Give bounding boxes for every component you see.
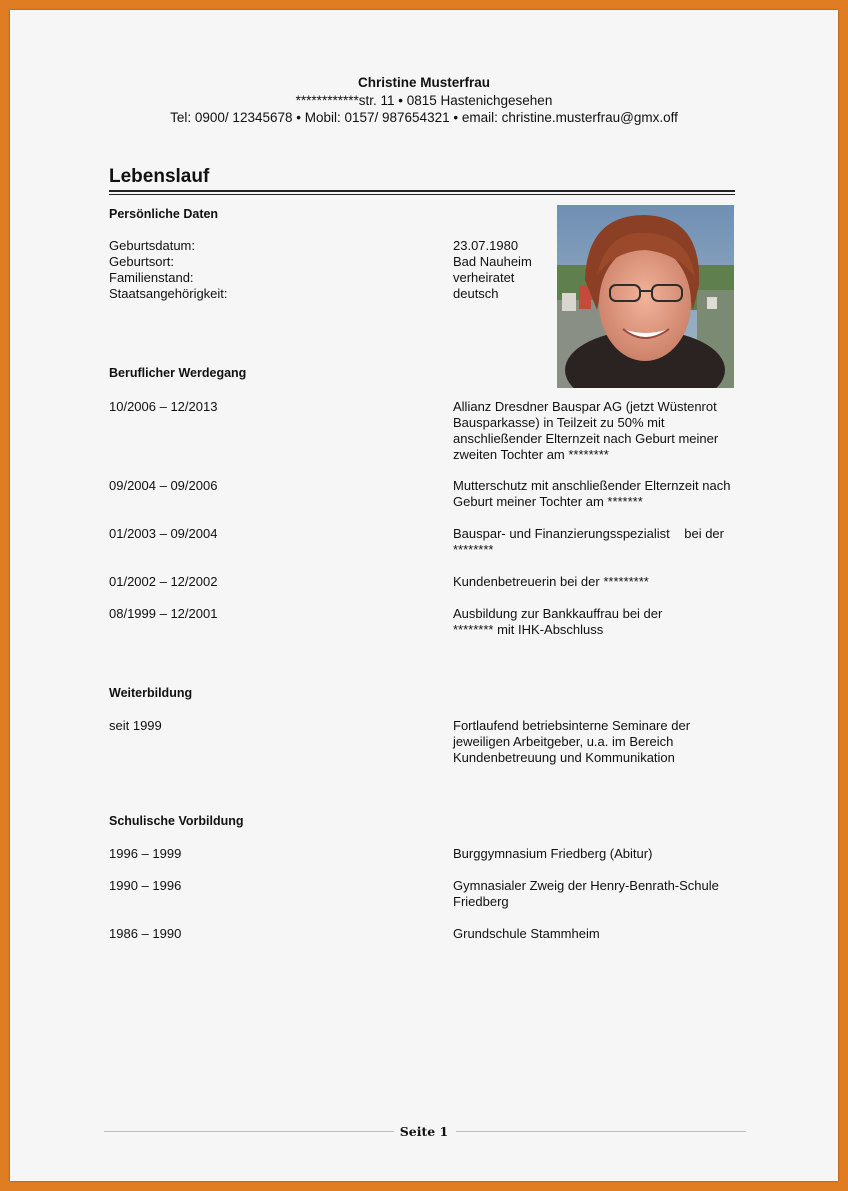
portrait-photo <box>557 205 734 388</box>
school-entry: Gymnasialer Zweig der Henry-Benrath-Schule Friedberg <box>453 878 719 909</box>
cv-page <box>10 10 838 1181</box>
personal-label: Familienstand: <box>109 270 194 285</box>
page-number: Seite 1 <box>399 1124 449 1139</box>
section-heading-career: Beruflicher Werdegang <box>109 366 247 380</box>
school-entry: Grundschule Stammheim <box>453 926 600 941</box>
career-period: 09/2004 – 09/2006 <box>109 478 218 493</box>
career-entry: Kundenbetreuerin bei der ********* <box>453 574 649 589</box>
personal-label: Geburtsort: <box>109 254 175 269</box>
career-entry: Allianz Dresdner Bauspar AG (jetzt Wüstenrot Bausparkasse) in Teilzeit zu 50% mit anschließender Elternzeit nach Geburt meiner zweiten Tochter am ******** <box>453 399 719 462</box>
page-title: Lebenslauf <box>109 166 210 187</box>
address-line: ************str. 11 • 0815 Hastenichgesehen <box>295 92 553 108</box>
personal-label: Geburtsdatum: <box>109 238 195 253</box>
personal-value: 23.07.1980 <box>453 238 519 253</box>
career-entry: Bauspar- und Finanzierungsspezialist bei der ******** <box>453 526 728 557</box>
title-rule-thin <box>109 194 735 195</box>
career-period: 10/2006 – 12/2013 <box>109 399 218 414</box>
section-heading-training: Weiterbildung <box>109 686 193 700</box>
contact-header <box>10 74 838 127</box>
career-entry: Mutterschutz mit anschließender Elternzeit nach Geburt meiner Tochter am ******* <box>453 478 731 509</box>
section-heading-school: Schulische Vorbildung <box>109 814 244 828</box>
section-heading-personal: Persönliche Daten <box>109 207 219 221</box>
contact-line: Tel: 0900/ 12345678 • Mobil: 0157/ 987654321 • email: christine.musterfrau@gmx.off <box>170 110 678 125</box>
applicant-name: Christine Musterfrau <box>357 75 491 90</box>
personal-value: verheiratet <box>453 270 515 285</box>
training-entry: Fortlaufend betriebsinterne Seminare der jeweiligen Arbeitgeber, u.a. im Bereich Kundenbetreuung und Kommunikation <box>453 718 691 765</box>
school-entry: Burggymnasium Friedberg (Abitur) <box>453 846 653 861</box>
footer-rule-right <box>456 1131 746 1132</box>
personal-value: Bad Nauheim <box>453 254 532 269</box>
school-period: 1986 – 1990 <box>109 926 182 941</box>
title-rule <box>109 190 735 192</box>
personal-value: deutsch <box>453 286 499 301</box>
school-period: 1996 – 1999 <box>109 846 182 861</box>
career-period: 01/2003 – 09/2004 <box>109 526 218 541</box>
training-period: seit 1999 <box>109 718 162 733</box>
career-period: 01/2002 – 12/2002 <box>109 574 218 589</box>
career-entry: Ausbildung zur Bankkauffrau bei der ******** mit IHK-Abschluss <box>453 606 663 637</box>
personal-label: Staatsangehörigkeit: <box>109 286 228 301</box>
school-period: 1990 – 1996 <box>109 878 182 893</box>
career-period: 08/1999 – 12/2001 <box>109 606 218 621</box>
footer-rule-left <box>104 1131 394 1132</box>
